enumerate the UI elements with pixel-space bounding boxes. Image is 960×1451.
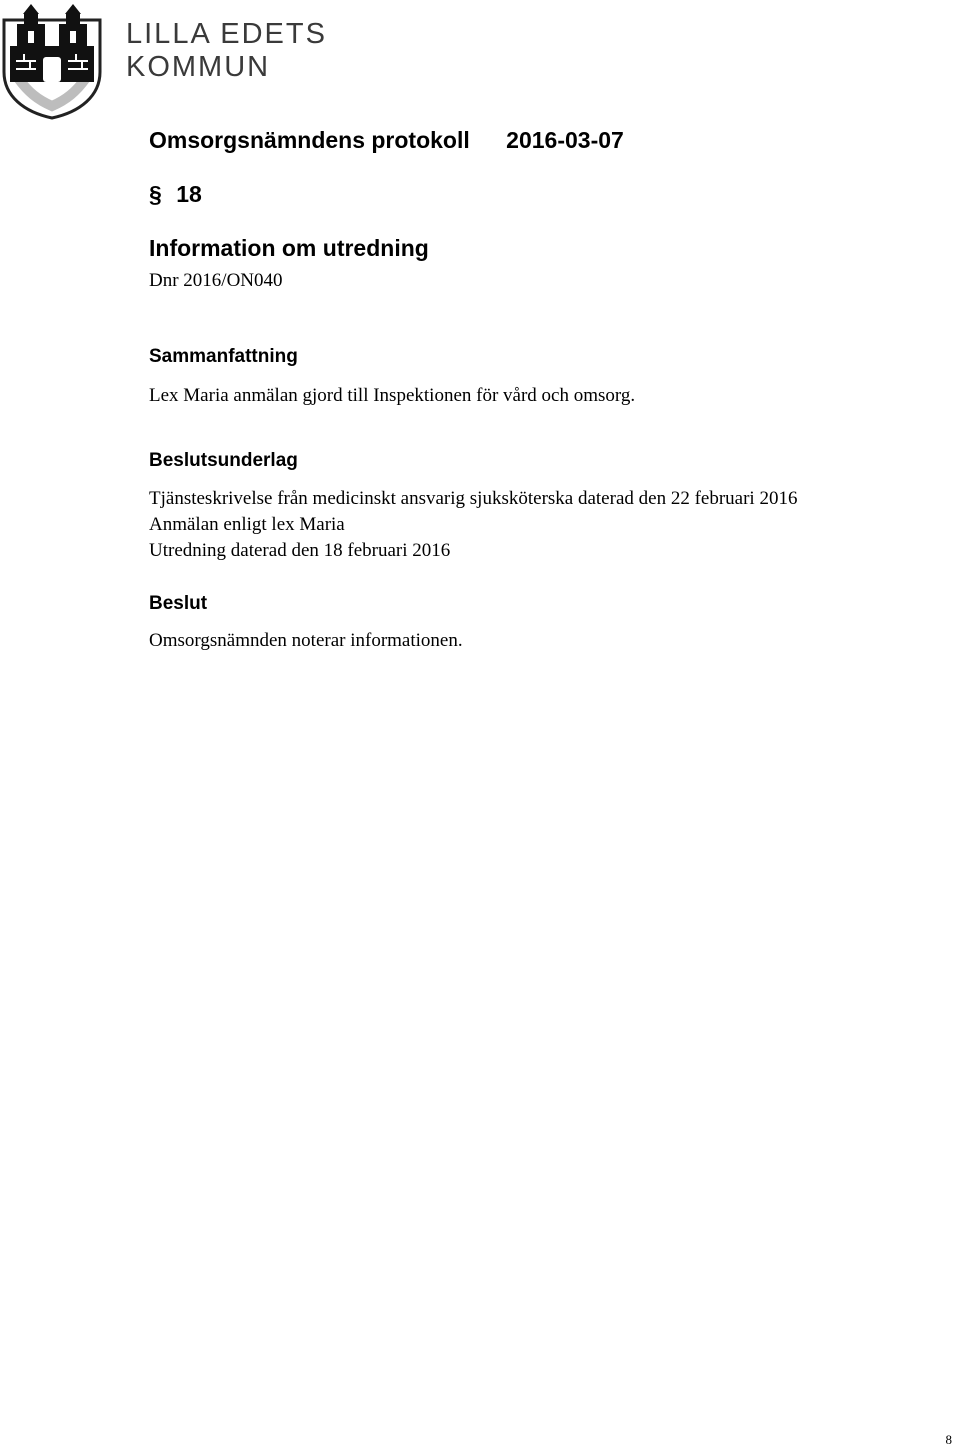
- municipality-name-line-1: LILLA EDETS: [126, 18, 327, 50]
- beslutsunderlag-item: Tjänsteskrivelse från medicinskt ansvarig sjuksköterska daterad den 22 februari 2016: [149, 488, 798, 509]
- beslut-heading: Beslut: [149, 593, 208, 614]
- page-number: 8: [945, 1432, 952, 1447]
- municipality-name: [126, 18, 327, 84]
- beslutsunderlag-item: Utredning daterad den 18 februari 2016: [149, 540, 451, 561]
- beslutsunderlag-heading: Beslutsunderlag: [149, 450, 298, 471]
- municipality-name-line-2: KOMMUN: [126, 51, 271, 83]
- diary-number: Dnr 2016/ON040: [149, 270, 283, 291]
- section-number: 18: [176, 181, 202, 207]
- document-title: [149, 127, 624, 154]
- sammanfattning-heading: Sammanfattning: [149, 346, 298, 367]
- protocol-date: 2016-03-07: [506, 127, 624, 153]
- section-sign: §: [149, 181, 162, 207]
- protocol-name: Omsorgsnämndens protokoll: [149, 127, 470, 153]
- sammanfattning-text: Lex Maria anmälan gjord till Inspektionen för vård och omsorg.: [149, 385, 636, 406]
- municipal-coat-of-arms-icon: [0, 0, 104, 120]
- beslutsunderlag-item: Anmälan enligt lex Maria: [149, 514, 345, 535]
- beslut-text: Omsorgsnämnden noterar informationen.: [149, 630, 463, 651]
- section-heading: Information om utredning: [149, 235, 429, 261]
- paragraph-number: [149, 181, 202, 208]
